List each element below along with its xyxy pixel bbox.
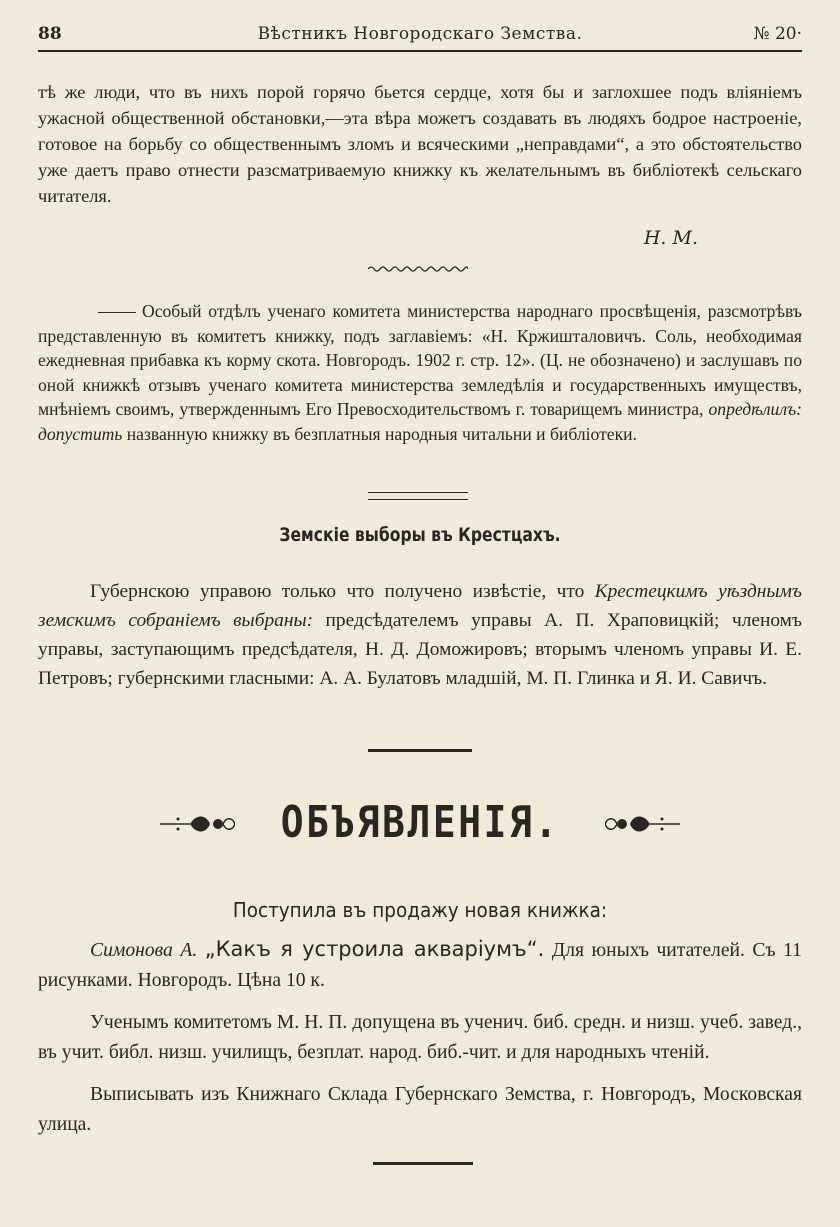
announcements-banner	[150, 797, 690, 855]
book-approval: Ученымъ комитетомъ М. Н. П. допущена въ ученич. биб. средн. и низш. учеб. завед., въ учит. библ. низш. училищъ, безплат. народ. биб.-чит. и для народныхъ чтеній.	[38, 1012, 802, 1063]
book-title: „Какъ я устроила акваріумъ“.	[204, 937, 545, 961]
left-ornament-icon	[160, 809, 235, 839]
banner-text: ОБЪЯВЛЕНІЯ.	[280, 797, 560, 848]
elections-paragraph	[38, 577, 802, 693]
elections-text-after: предсѣдателемъ управы А. П. Храповицкій; членомъ управы, заступающимъ предсѣдателя, Н. Д. Доможировъ; вторымъ членомъ управы И. Е. Петровъ; губернскими гласными: А. А. Булатовъ младшій, М. П. Глинка и Я. И. Савичъ.	[38, 610, 802, 689]
bottom-rule	[373, 1162, 473, 1165]
lead-dash	[98, 312, 136, 313]
elections-heading: Земскіе выборы въ Крестцахъ.	[279, 524, 561, 546]
notice-text-after: названную книжку въ безплатныя народныя читальни и библіотеки.	[126, 423, 637, 444]
notice-text-before: Особый отдѣлъ ученаго комитета министерства народнаго просвѣщенія, разсмотрѣвъ представленную въ комитетъ книжку, подъ заглавіемъ: «Н. Кржишталовичъ. Соль, необходимая ежедневная прибавка къ корму скота. Новгородъ. 1902 г. стр. 12». (Ц. не обозначено) и заслушавъ по оной книжкѣ отзывъ ученаго комитета министерства земледѣлія и государственныхъ имуществъ, мнѣніемъ своимъ, утвержденнымъ Его Превосходительствомъ г. товарищемъ министра,	[38, 301, 802, 419]
notice-emph-decided: опредѣлилъ:	[708, 399, 802, 419]
review-text: тѣ же люди, что въ нихъ порой горячо бьется сердце, хотя бы и заглохшее подъ вліяніемъ ужасной общественной обстановки,—эта вѣра можетъ создавать въ людяхъ бодрое настроеніе, готовое на борьбу со общественнымъ зломъ и всяческими „неправдами“, а это обстоятельство уже даетъ право отнести разсматриваемую книжку къ желательнымъ въ библіотекѣ сельскаго читателя.	[38, 82, 802, 206]
elections-text-before: Губернскою управою только что получено извѣстіе, что	[90, 581, 585, 602]
review-signature: Н. М.	[643, 227, 698, 249]
journal-title: Вѣстникъ Новгородскаго Земства.	[257, 24, 583, 44]
book-author: Симонова А.	[90, 940, 198, 961]
header-rule	[38, 50, 802, 52]
order-info: Выписывать изъ Книжнаго Склада Губернскаго Земства, г. Новгородъ, Московская улица.	[38, 1084, 802, 1135]
notice-emph-admit: допустить	[38, 423, 123, 444]
committee-notice	[38, 299, 802, 446]
wavy-divider	[368, 264, 468, 274]
ad-body	[38, 934, 802, 1152]
elections-emph: Крестецкимъ уѣзднымъ земскимъ собраніемъ выбраны:	[38, 581, 802, 631]
running-header	[38, 22, 802, 52]
double-rule-divider	[368, 492, 468, 500]
book-description: Для юныхъ читателей. Съ 11 рисунками. Новгородъ. Цѣна 10 к.	[38, 940, 802, 991]
page-number: 88	[38, 24, 62, 44]
section-rule	[368, 749, 472, 752]
review-paragraph	[38, 79, 802, 209]
ad-heading: Поступила въ продажу новая книжка:	[232, 898, 608, 922]
issue-number: № 20·	[753, 24, 802, 44]
right-ornament-icon	[605, 809, 680, 839]
